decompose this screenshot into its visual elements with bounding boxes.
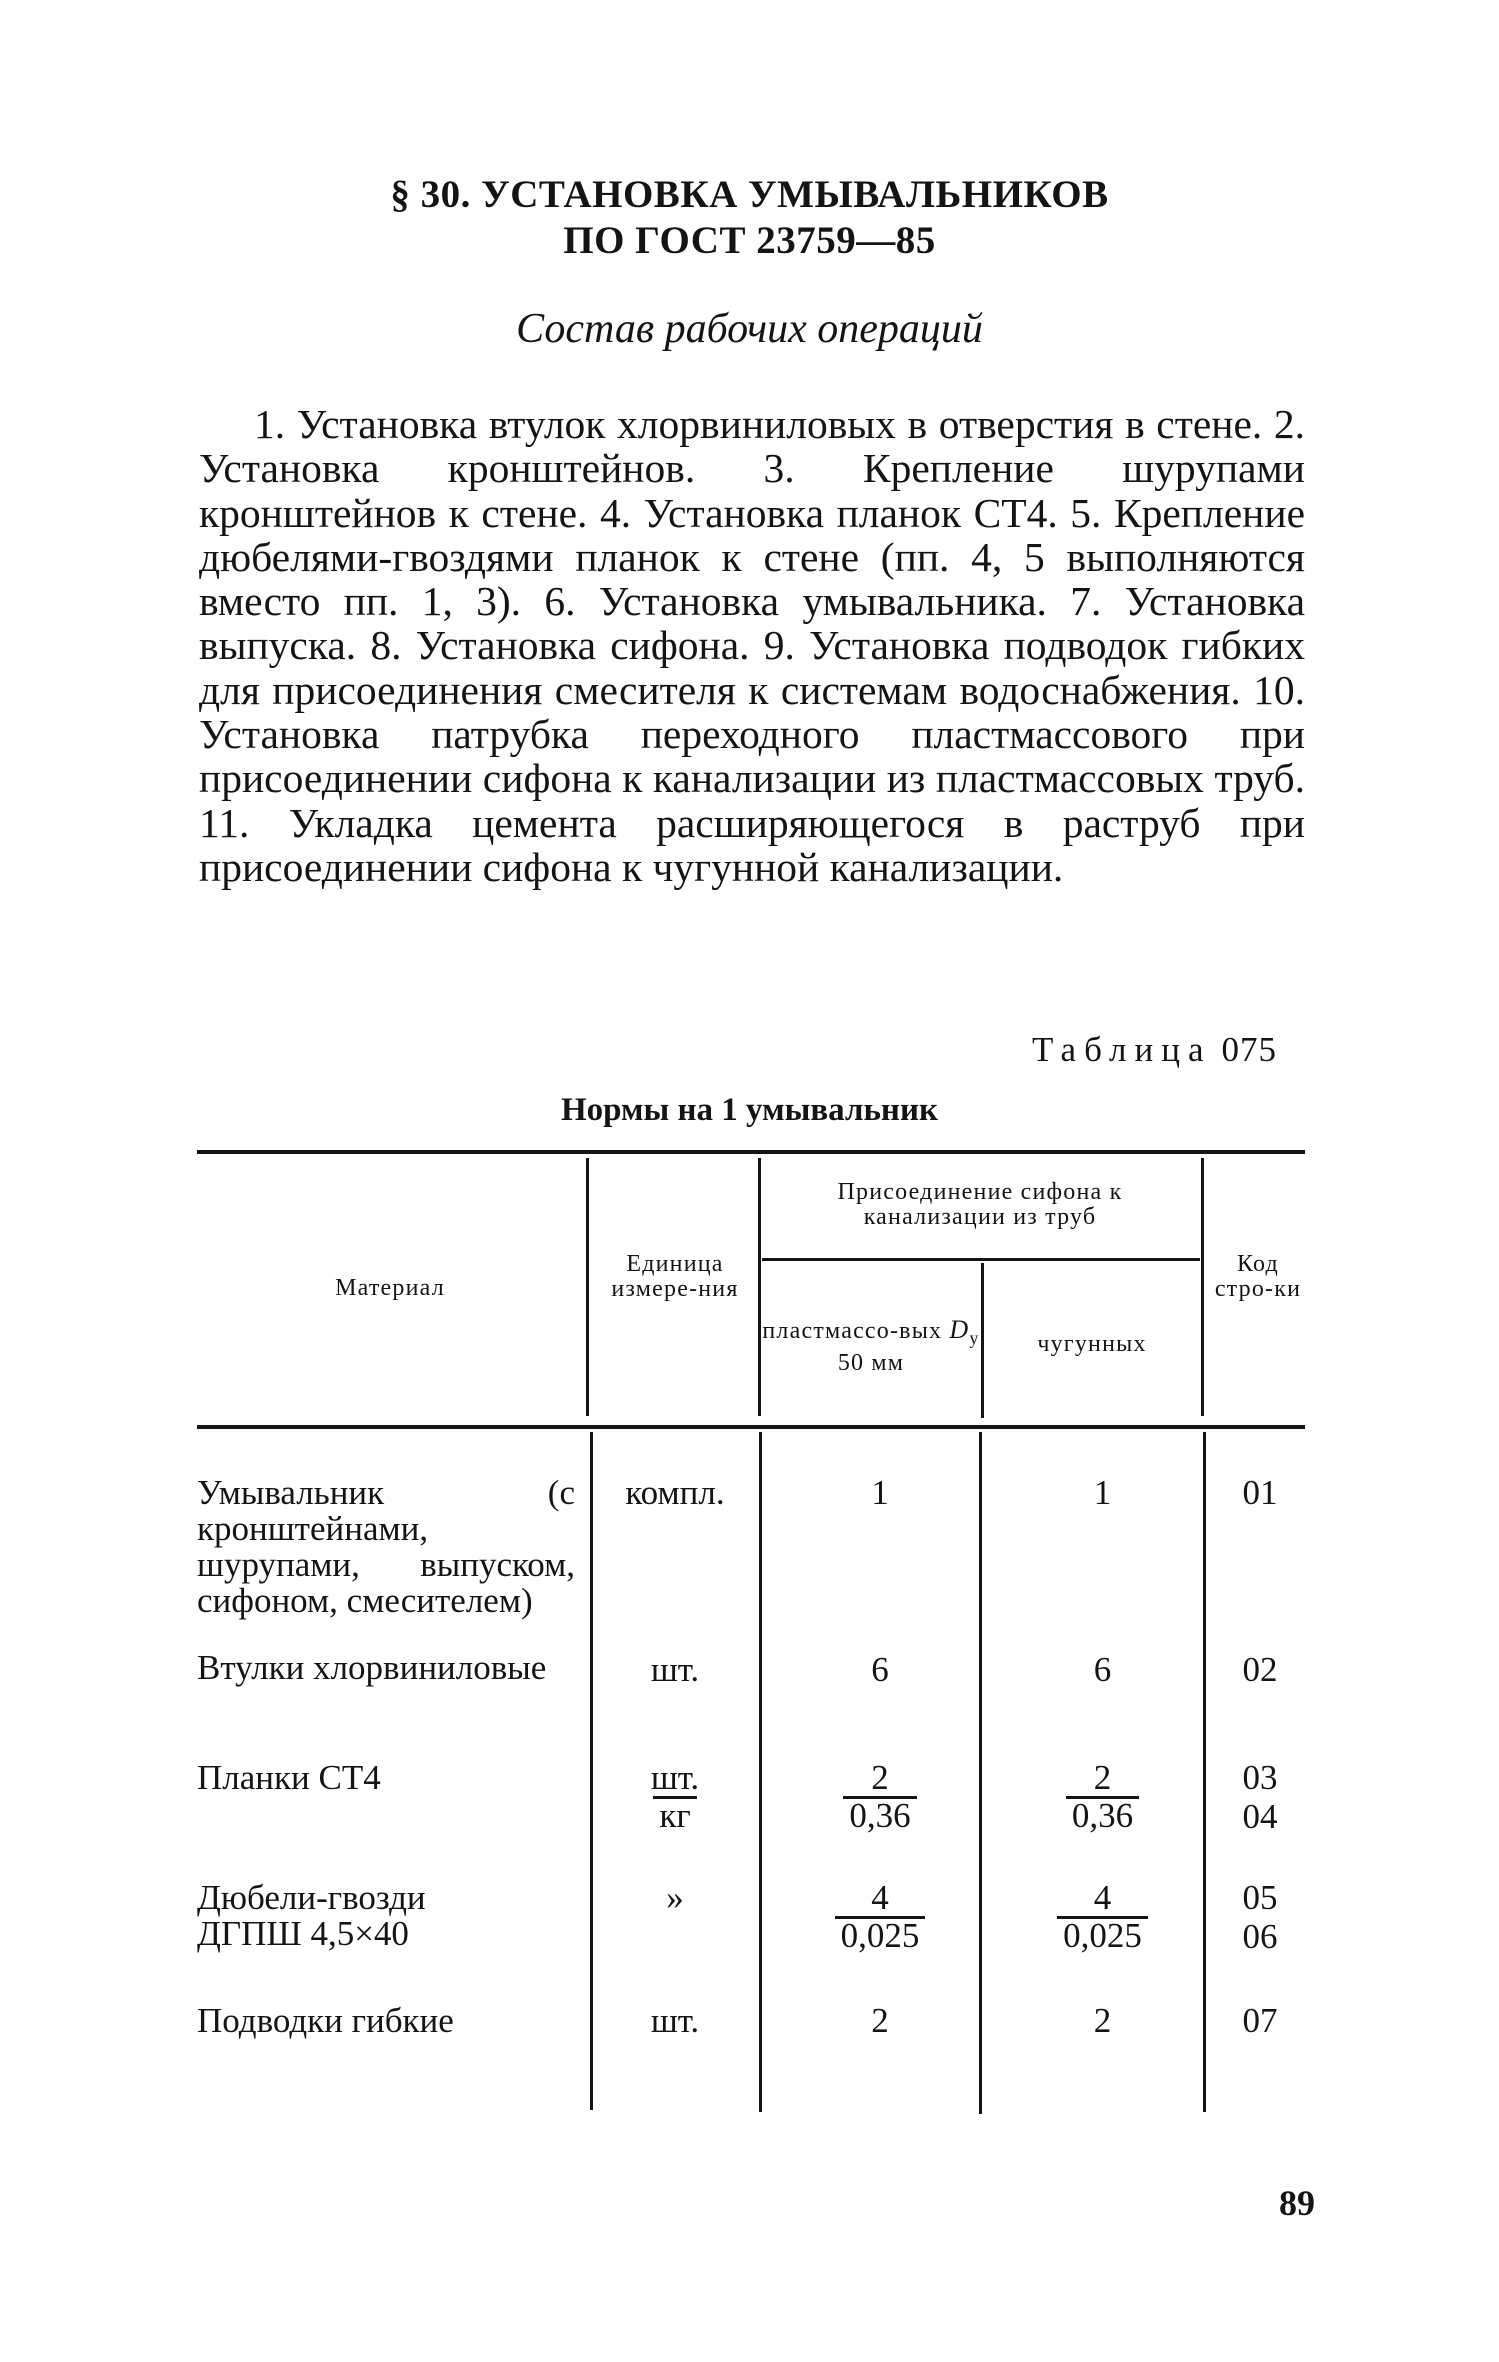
header-plastic-size: 50 мм	[837, 1349, 905, 1376]
row-cast-iron: 6	[1093, 1650, 1112, 1689]
row-plastic	[780, 1760, 980, 1834]
header-plastic	[762, 1317, 980, 1376]
group-header-rule	[762, 1258, 1200, 1261]
row-material-line2: ДГПШ 4,5×40	[197, 1914, 409, 1953]
row-code-top: 03	[1242, 1758, 1278, 1797]
row-material-line1: Дюбели-гвозди	[197, 1878, 426, 1917]
table-label	[1032, 1030, 1277, 1070]
header-code: Код стро-ки	[1214, 1251, 1302, 1302]
table-number: 075	[1221, 1030, 1277, 1069]
row-code: 07	[1242, 2001, 1278, 2040]
table-top-rule	[197, 1150, 1305, 1154]
row-unit: шт.	[650, 2001, 700, 2040]
header-group: Присоединение сифона к канализации из труб	[837, 1179, 1123, 1230]
row-code	[1210, 1880, 1310, 1955]
row-plastic: 6	[871, 1650, 889, 1689]
row-cast-iron-bottom: 0,36	[1066, 1796, 1139, 1833]
section-title: § 30. УСТАНОВКА УМЫВАЛЬНИКОВ	[390, 173, 1109, 216]
column-divider	[758, 1158, 761, 1416]
section-subtitle: Состав рабочих операций	[516, 306, 983, 352]
row-cast-iron: 2	[1093, 2001, 1112, 2040]
page-number: 89	[1279, 2183, 1315, 2223]
row-unit-bottom: кг	[653, 1796, 696, 1833]
row-material: Втулки хлорвиниловые	[197, 1648, 547, 1687]
column-divider	[981, 1263, 984, 1418]
row-plastic-bottom: 0,36	[843, 1796, 916, 1833]
row-code	[1210, 1760, 1310, 1835]
row-cast-iron	[1000, 1880, 1205, 1954]
header-plastic-sub: у	[969, 1327, 980, 1348]
row-plastic: 1	[871, 1473, 889, 1512]
row-plastic: 2	[871, 2001, 889, 2040]
row-code: 02	[1242, 1650, 1278, 1689]
table-label-word: Таблица	[1032, 1030, 1212, 1069]
row-unit: шт.	[650, 1650, 700, 1689]
row-material: Планки СТ4	[197, 1758, 381, 1797]
row-code-bottom: 06	[1242, 1917, 1278, 1956]
header-unit: Единица измере-ния	[611, 1251, 739, 1302]
header-plastic-d: D	[949, 1315, 970, 1344]
row-plastic	[780, 1880, 980, 1954]
row-cast-iron: 1	[1093, 1473, 1112, 1512]
row-code-top: 05	[1242, 1878, 1278, 1917]
row-unit: компл.	[625, 1473, 725, 1512]
header-cast-iron: чугунных	[1037, 1331, 1147, 1357]
row-unit-top: шт.	[650, 1758, 700, 1797]
row-material: Умывальник (с кронштейнами, шурупами, выпуском, сифоном, смесителем)	[197, 1473, 575, 1620]
row-unit: »	[666, 1878, 684, 1917]
row-plastic-bottom: 0,025	[835, 1916, 926, 1953]
row-code: 01	[1242, 1473, 1278, 1512]
header-material: Материал	[335, 1275, 445, 1301]
row-material	[197, 1880, 575, 1952]
row-code-bottom: 04	[1242, 1797, 1278, 1836]
table-caption: Нормы на 1 умывальник	[561, 1092, 938, 1128]
table-header-rule	[197, 1425, 1305, 1429]
row-cast-iron-top: 2	[1093, 1758, 1112, 1797]
row-cast-iron	[1000, 1760, 1205, 1834]
row-unit	[590, 1760, 760, 1834]
section-title-standard: ПО ГОСТ 23759—85	[563, 219, 936, 262]
header-plastic-prefix: пластмассо-вых	[762, 1318, 943, 1344]
row-cast-iron-bottom: 0,025	[1057, 1916, 1148, 1953]
row-plastic-top: 4	[871, 1878, 889, 1917]
column-divider	[1201, 1158, 1204, 1416]
operations-paragraph: 1. Установка втулок хлорвиниловых в отверстия в стене. 2. Установка кронштейнов. 3. Крепление шурупами кронштейнов к стене. 4. Установка планок СТ4. 5. Крепление дюбелями-гвоздями планок к стене (пп. 4, 5 выполняются вместо пп. 1, 3). 6. Установка умывальника. 7. Установка выпуска. 8. Установка сифона. 9. Установка подводок гибких для присоединения смесителя к системам водоснабжения. 10. Установка патрубка переходного пластмассового при присоединении сифона к канализации из пластмассовых труб. 11. Укладка цемента расширяющегося в раструб при присоединении сифона к чугунной канализации.	[199, 401, 1305, 890]
row-material: Подводки гибкие	[197, 2001, 454, 2040]
column-divider	[586, 1158, 589, 1416]
row-plastic-top: 2	[871, 1758, 889, 1797]
row-cast-iron-top: 4	[1093, 1878, 1112, 1917]
